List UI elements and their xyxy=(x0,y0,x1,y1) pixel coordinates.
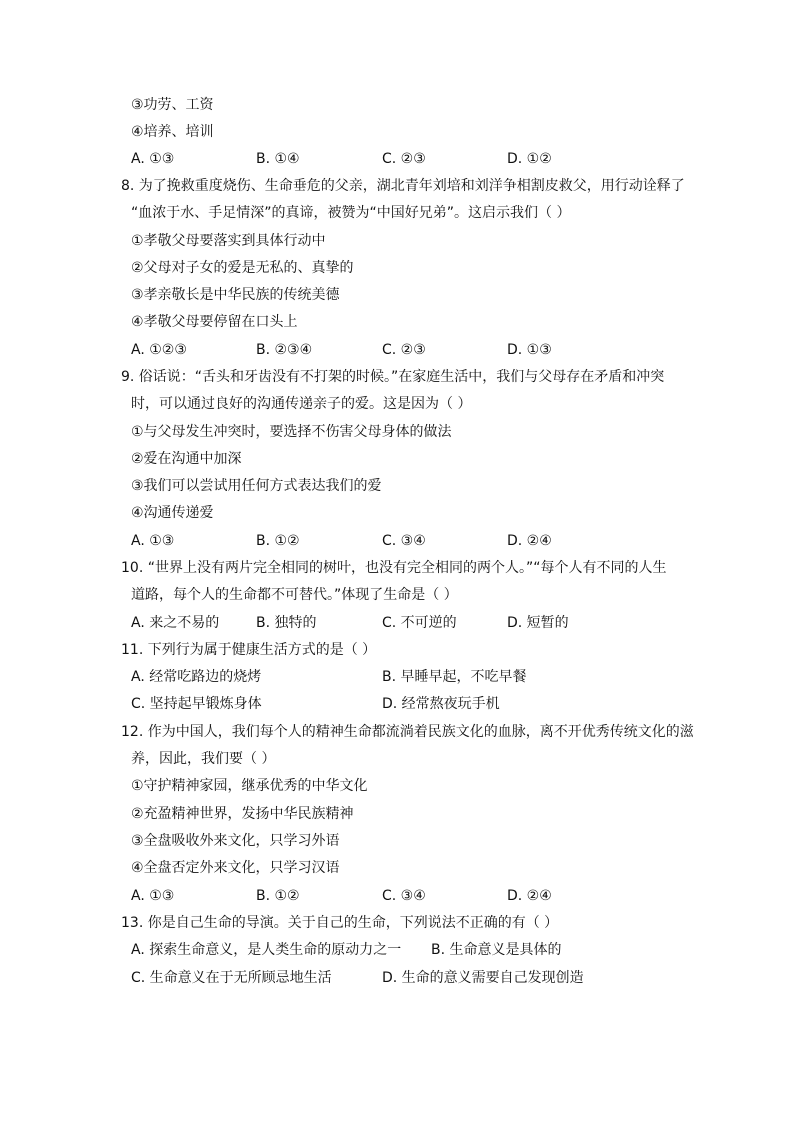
q13-option-c[interactable]: C. 生命意义在于无所顾忌地生活 xyxy=(131,970,332,986)
q10-stem-line2: 道路，每个人的生命都不可替代。”体现了生命是（ ） xyxy=(131,587,458,603)
q10-option-a[interactable]: A. 来之不易的 xyxy=(131,615,220,631)
q12-options xyxy=(131,886,731,906)
q7-item-3: ③功劳、工资 xyxy=(131,97,214,113)
q8-item-3: ③孝亲敬长是中华民族的传统美德 xyxy=(131,287,340,303)
q12-stem-line1: 12. 作为中国人，我们每个人的精神生命都流淌着民族文化的血脉，离不开优秀传统文化的滋 xyxy=(121,724,694,740)
q9-item-1: ①与父母发生冲突时，要选择不伤害父母身体的做法 xyxy=(131,424,452,440)
q13-option-a[interactable]: A. 探索生命意义，是人类生命的原动力之一 xyxy=(131,942,402,958)
q9-stem-line2: 时，可以通过良好的沟通传递亲子的爱。这是因为（ ） xyxy=(131,396,472,412)
q9-item-4: ④沟通传递爱 xyxy=(131,505,214,521)
q7-option-c[interactable]: C. ②③ xyxy=(382,151,426,167)
q12-stem-line2: 养，因此，我们要（ ） xyxy=(131,751,276,767)
q12-item-1: ①守护精神家园，继承优秀的中华文化 xyxy=(131,778,368,794)
q11-option-c[interactable]: C. 坚持起早锻炼身体 xyxy=(131,696,262,712)
q9-option-b[interactable]: B. ①② xyxy=(256,533,300,549)
q8-stem-line2: “血浓于水、手足情深”的真谛，被赞为“中国好兄弟”。这启示我们（ ） xyxy=(131,205,571,221)
q13-options-row2 xyxy=(131,968,731,988)
q10-option-c[interactable]: C. 不可逆的 xyxy=(382,615,457,631)
q7-item-4: ④培养、培训 xyxy=(131,124,214,140)
q9-option-c[interactable]: C. ③④ xyxy=(382,533,426,549)
q8-item-2: ②父母对子女的爱是无私的、真挚的 xyxy=(131,260,354,276)
q8-item-4: ④孝敬父母要停留在口头上 xyxy=(131,314,298,330)
q13-option-b[interactable]: B. 生命意义是具体的 xyxy=(431,942,562,958)
q8-item-1: ①孝敬父母要落实到具体行动中 xyxy=(131,233,326,249)
q11-stem-line1: 11. 下列行为属于健康生活方式的是（ ） xyxy=(121,642,377,658)
q11-option-d[interactable]: D. 经常熬夜玩手机 xyxy=(382,696,500,712)
q12-option-a[interactable]: A. ①③ xyxy=(131,888,175,904)
q8-option-d[interactable]: D. ①③ xyxy=(507,342,552,358)
q8-option-c[interactable]: C. ②③ xyxy=(382,342,426,358)
q7-option-d[interactable]: D. ①② xyxy=(507,151,552,167)
q11-option-b[interactable]: B. 早睡早起，不吃早餐 xyxy=(382,669,527,685)
q10-option-b[interactable]: B. 独特的 xyxy=(256,615,317,631)
q12-item-3: ③全盘吸收外来文化，只学习外语 xyxy=(131,833,340,849)
q9-item-3: ③我们可以尝试用任何方式表达我们的爱 xyxy=(131,478,382,494)
q13-option-d[interactable]: D. 生命的意义需要自己发现创造 xyxy=(382,970,584,986)
q13-options-row1 xyxy=(131,940,731,960)
q12-item-2: ②充盈精神世界，发扬中华民族精神 xyxy=(131,806,354,822)
q13-stem-line1: 13. 你是自己生命的导演。关于自己的生命，下列说法不正确的有（ ） xyxy=(121,915,559,931)
q11-option-a[interactable]: A. 经常吃路边的烧烤 xyxy=(131,669,262,685)
q9-options xyxy=(131,531,731,551)
q12-item-4: ④全盘否定外来文化，只学习汉语 xyxy=(131,860,340,876)
q7-option-b[interactable]: B. ①④ xyxy=(256,151,300,167)
q9-option-a[interactable]: A. ①③ xyxy=(131,533,175,549)
q8-option-b[interactable]: B. ②③④ xyxy=(256,342,313,358)
q9-item-2: ②爱在沟通中加深 xyxy=(131,451,242,467)
q8-options xyxy=(131,340,731,360)
q10-option-d[interactable]: D. 短暂的 xyxy=(507,615,569,631)
q12-option-b[interactable]: B. ①② xyxy=(256,888,300,904)
q10-options xyxy=(131,613,731,633)
q8-option-a[interactable]: A. ①②③ xyxy=(131,342,187,358)
q11-options-row1 xyxy=(131,667,731,687)
q12-option-d[interactable]: D. ②④ xyxy=(507,888,552,904)
q8-stem-line1: 8. 为了挽救重度烧伤、生命垂危的父亲，湖北青年刘培和刘洋争相割皮救父，用行动诠释了 xyxy=(121,178,685,194)
q11-options-row2 xyxy=(131,694,731,714)
q7-options xyxy=(131,149,731,169)
q9-stem-line1: 9. 俗话说：“舌头和牙齿没有不打架的时候。”在家庭生活中，我们与父母存在矛盾和冲突 xyxy=(121,369,665,385)
q9-option-d[interactable]: D. ②④ xyxy=(507,533,552,549)
q12-option-c[interactable]: C. ③④ xyxy=(382,888,426,904)
q7-option-a[interactable]: A. ①③ xyxy=(131,151,175,167)
q10-stem-line1: 10. “世界上没有两片完全相同的树叶，也没有完全相同的两个人。”“每个人有不同的人生 xyxy=(121,560,667,576)
